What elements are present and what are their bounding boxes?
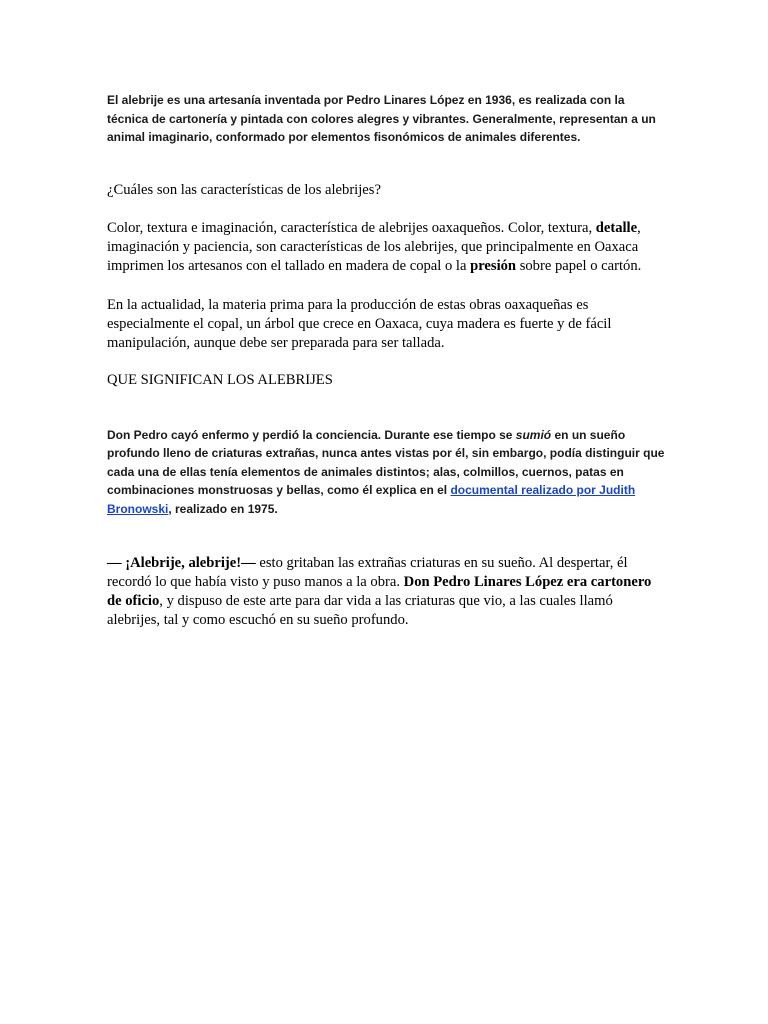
characteristics-text-2: , imaginación y paciencia, son características de los alebrijes, que principalmente en Oaxaca imprimen los artesanos con el tallado en madera de copal o la [107, 219, 641, 274]
alebrije-cry-paragraph [107, 554, 667, 630]
cartonero-bold: Don Pedro Linares López era cartonero de oficio [107, 574, 652, 609]
question-paragraph: ¿Cuáles son las características de los alebrijes? [107, 181, 381, 198]
intro-paragraph: El alebrije es una artesanía inventada por Pedro Linares López en 1936, es realizada con la técnica de cartonería y pintada con colores alegres y vibrantes. Generalmente, representan a un animal imaginario, conformado por elementos fisonómicos de animales diferentes. [107, 93, 656, 144]
alebrije-cry-bold: — ¡Alebrije, alebrije!— [107, 555, 256, 571]
alebrije-cry-text-1: esto gritaban las extrañas criaturas en su sueño. Al despertar, él recordó lo que había visto y puso manos a la obra. [107, 555, 628, 590]
characteristics-paragraph [107, 219, 667, 276]
dream-text-3: , realizado en 1975. [168, 501, 278, 516]
sumio-italic: sumió [515, 427, 552, 442]
characteristics-text-3: sobre papel o cartón. [516, 257, 642, 274]
documentary-link[interactable]: documental realizado por Judith Bronowski [107, 483, 636, 516]
dream-text-1: Don Pedro cayó enfermo y perdió la conciencia. Durante ese tiempo se [107, 427, 516, 442]
copal-paragraph: En la actualidad, la materia prima para la producción de estas obras oaxaqueñas es especialmente el copal, un árbol que crece en Oaxaca, cuya madera es fuerte y de fácil manipulación, aunque debe ser preparada para ser tallada. [107, 296, 612, 351]
characteristics-text-1: Color, textura e imaginación, característica de alebrijes oaxaqueños. Color, textura, [107, 219, 596, 236]
document-page [107, 91, 667, 630]
presion-bold: presión [470, 257, 517, 274]
dream-paragraph [107, 426, 667, 519]
dream-text-2: en un sueño profundo lleno de criaturas extrañas, nunca antes vistas por él, sin embargo, podía distinguir que cada una de ellas tenía elementos de animales distintos; alas, colmillos, cuernos, patas en combinaciones monstruosas y bellas, como él explica en el [107, 427, 665, 497]
alebrije-cry-text-2: , y dispuso de este arte para dar vida a las criaturas que vio, a las cuales llamó alebrijes, tal y como escuchó en su sueño profundo. [107, 593, 613, 628]
detalle-bold: detalle [595, 219, 638, 236]
section-heading: QUE SIGNIFICAN LOS ALEBRIJES [107, 371, 333, 388]
